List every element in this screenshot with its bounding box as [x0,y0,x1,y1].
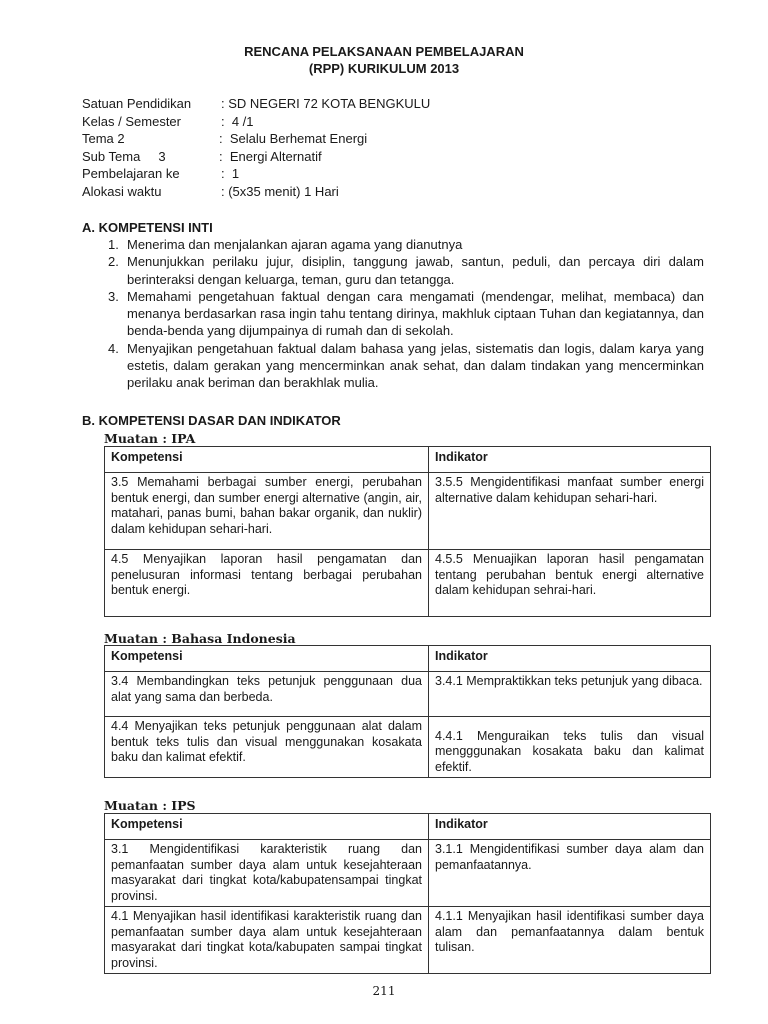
identity-label: Tema 2 [82,131,125,146]
table-cell-kompetensi: 4.4 Menyajikan teks petunjuk penggunaan alat dalam bentuk teks tulis dan visual menggunakan kosakata baku dan kalimat efektif. [105,717,429,778]
identity-label: Satuan Pendidikan [82,96,192,111]
table-row [105,717,711,778]
list-item-number: 4. [108,340,119,356]
table-header-row [105,447,711,473]
table-cell-indikator: 3.4.1 Mempraktikkan teks petunjuk yang dibaca. [429,672,711,717]
identity-row [82,95,682,113]
list-item-number: 1. [108,237,119,252]
list-item-number: 3. [108,288,119,304]
muatan-label-bahasa-indonesia: Muatan : Bahasa Indonesia [104,631,296,646]
identity-label: Pembelajaran ke [82,166,180,181]
column-header-kompetensi: Kompetensi [105,814,429,840]
table-row [105,473,711,550]
table-cell-kompetensi: 4.1 Menyajikan hasil identifikasi karakteristik ruang dan pemanfaatan sumber daya alam untuk kesejahteraan masyarakat dari tingkat kota/kabupaten sampai tingkat provinsi. [105,907,429,974]
list-item-text: Menyajikan pengetahuan faktual dalam bahasa yang jelas, sistematis dan logis, dalam karya yang estetis, dalam gerakan yang mencerminkan anak sehat, dan dalam tindakan yang mencerminkan perilaku anak beriman dan berakhlak mulia. [127,340,704,391]
identity-label: Sub Tema 3 [82,148,166,164]
table-cell-kompetensi: 4.5 Menyajikan laporan hasil pengamatan dan penelusuran informasi tentang berbagai perubahan bentuk energi. [105,550,429,617]
identity-block [82,95,682,200]
column-header-indikator: Indikator [429,447,711,473]
table-cell-indikator: 4.1.1 Menyajikan hasil identifikasi sumber daya alam dan pemanfaatannya dalam bentuk tulisan. [429,907,711,974]
identity-row [82,165,682,183]
identity-value: : Energi Alternatif [219,148,322,164]
muatan-label-ips: Muatan : IPS [104,798,196,813]
identity-value: : 1 [221,166,240,181]
identity-value: : Selalu Berhemat Energi [219,131,368,146]
column-header-indikator: Indikator [429,814,711,840]
table-header-row [105,814,711,840]
table-cell-kompetensi: 3.1 Mengidentifikasi karakteristik ruang dan pemanfaatan sumber daya alam untuk kesejahteraan masyarakat dari tingkat kota/kabupatensampai tingkat provinsi. [105,840,429,907]
identity-row [82,130,682,148]
table-cell-kompetensi: 3.5 Memahami berbagai sumber energi, perubahan bentuk energi, dan sumber energi alternative (angin, air, matahari, panas bumi, bahan bakar organik, dan nuklir) dalam kehidupan sehari-hari. [105,473,429,550]
table-row [105,672,711,717]
identity-value: : 4 /1 [221,113,254,129]
list-item [108,288,704,340]
list-item [108,340,704,392]
kd-table-ipa [104,446,711,617]
identity-row [82,183,682,201]
kompetensi-inti-list [108,236,704,392]
table-cell-indikator: 4.5.5 Menuajikan laporan hasil pengamatan tentang perubahan bentuk energi alternative dalam kehidupan sehrai-hari. [429,550,711,617]
list-item [108,236,704,253]
section-a-heading: A. KOMPETENSI INTI [82,220,213,235]
document-title: RENCANA PELAKSANAAN PEMBELAJARAN [244,44,524,59]
table-cell-indikator: 3.1.1 Mengidentifikasi sumber daya alam dan pemanfaatannya. [429,840,711,907]
identity-value: : SD NEGERI 72 KOTA BENGKULU [221,96,431,111]
identity-label: Kelas / Semester [82,113,181,129]
column-header-kompetensi: Kompetensi [105,646,429,672]
list-item [108,253,704,288]
kd-table-ips [104,813,711,974]
table-cell-kompetensi: 3.4 Membandingkan teks petunjuk penggunaan dua alat yang sama dan berbeda. [105,672,429,717]
column-header-indikator: Indikator [429,646,711,672]
page-number: 211 [372,984,396,998]
identity-row [82,113,682,131]
table-cell-indikator: 4.4.1 Menguraikan teks tulis dan visual mengggunakan kosakata baku dan kalimat efektif. [429,717,711,778]
table-header-row [105,646,711,672]
identity-label: Alokasi waktu [82,183,162,199]
table-row [105,907,711,974]
list-item-text: Menunjukkan perilaku jujur, disiplin, tanggung jawab, santun, peduli, dan percaya diri dalam berinteraksi dengan keluarga, teman, guru dan tetangga. [127,254,704,287]
table-row [105,550,711,617]
identity-value: : (5x35 menit) 1 Hari [221,183,339,199]
table-row [105,840,711,907]
list-item-number: 2. [108,254,119,270]
list-item-text: Menerima dan menjalankan ajaran agama yang dianutnya [127,237,463,252]
identity-row [82,148,682,166]
column-header-kompetensi: Kompetensi [105,447,429,473]
section-b-heading: B. KOMPETENSI DASAR DAN INDIKATOR [82,413,341,428]
muatan-label-ipa: Muatan : IPA [104,431,196,446]
list-item-text: Memahami pengetahuan faktual dengan cara mengamati (mendengar, melihat, membaca) dan menanya berdasarkan rasa ingin tahu tentang dirinya, makhluk ciptaan Tuhan dan kegiatannya, dan benda-benda yang dijumpainya di rumah dan di sekolah. [127,288,704,339]
table-cell-indikator: 3.5.5 Mengidentifikasi manfaat sumber energi alternative dalam kehidupan sehari-hari. [429,473,711,550]
kd-table-bahasa-indonesia [104,645,711,778]
document-subtitle: (RPP) KURIKULUM 2013 [308,61,460,76]
